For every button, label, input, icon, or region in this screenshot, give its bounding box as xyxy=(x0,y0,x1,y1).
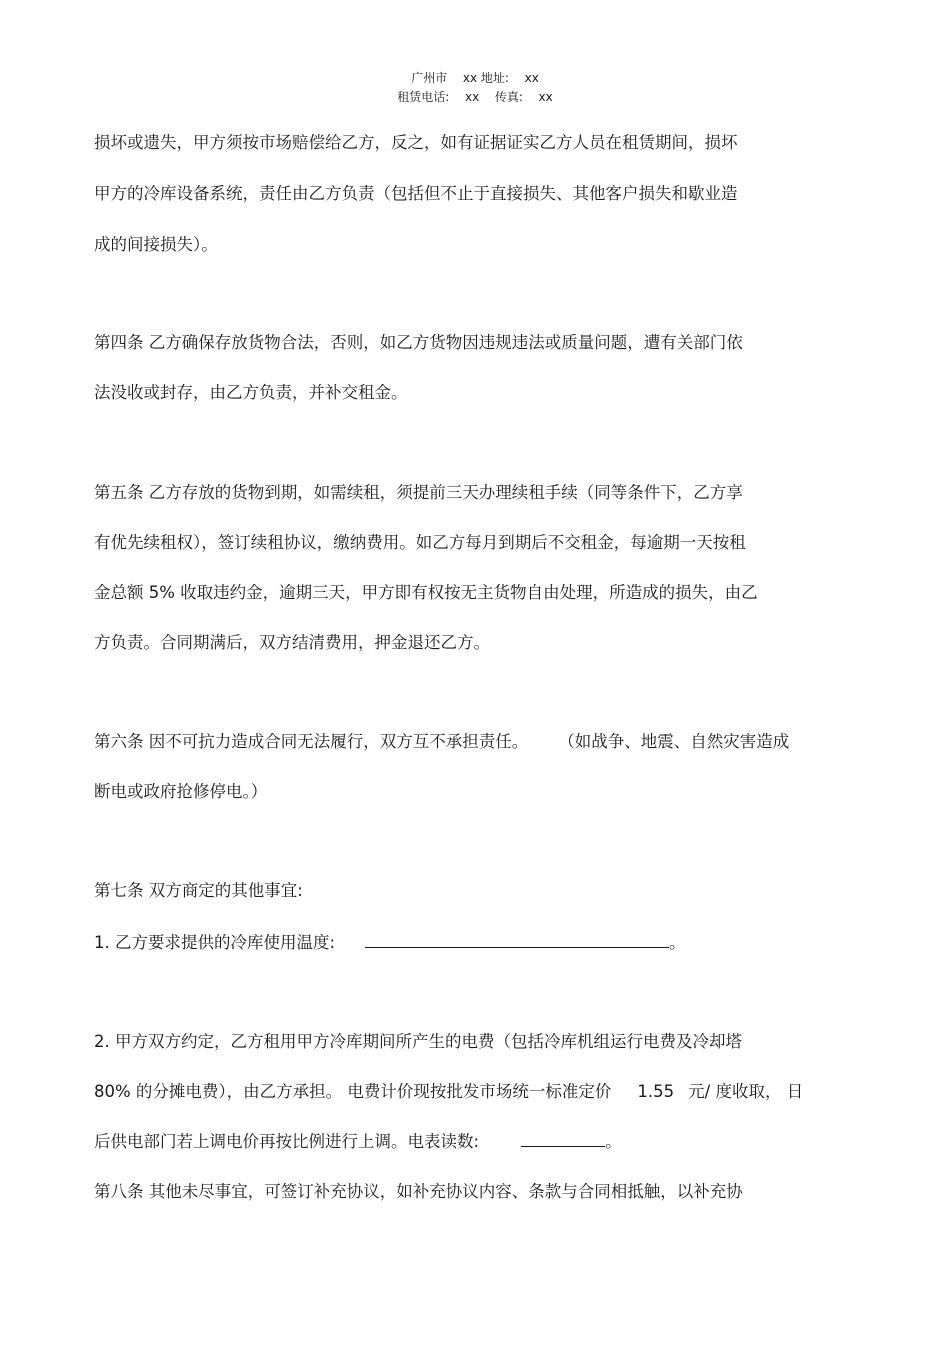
meter-reading-label: 后供电部门若上调电价再按比例进行上调。电表读数: xyxy=(94,1132,480,1151)
article-6-line xyxy=(94,731,789,753)
article-7-item-2-line xyxy=(94,1081,803,1103)
article-4-line: 法没收或封存，由乙方负责，并补交租金。 xyxy=(94,383,408,402)
paragraph-line: 成的间接损失）。 xyxy=(94,235,218,254)
article-5-line: 金总额 5% 收取违约金，逾期三天，甲方即有权按无主货物自由处理，所造成的损失，由乙 xyxy=(94,583,758,602)
fax-label: 传真: xyxy=(494,90,523,104)
fax-placeholder: xx xyxy=(538,90,553,104)
electricity-text: 80% 的分摊电费），由乙方承担。 电费计价现按批发市场统一标准定价 xyxy=(94,1082,612,1101)
rental-phone-label: 租赁电话: xyxy=(397,90,450,104)
article-5-line: 有优先续租权），签订续租协议，缴纳费用。如乙方每月到期后不交租金，每逾期一天按租 xyxy=(94,533,746,552)
article-7-item-2-line: 2. 甲方双方约定，乙方租用甲方冷库期间所产生的电费（包括冷库机组运行电费及冷却塔 xyxy=(94,1032,742,1051)
article-7-item-2-line xyxy=(94,1131,622,1153)
letterhead-line-2 xyxy=(0,89,950,105)
city-placeholder: xx xyxy=(462,71,478,85)
address-placeholder: xx xyxy=(524,71,539,85)
article-4-line: 第四条 乙方确保存放货物合法，否则，如乙方货物因违规违法或质量问题，遭有关部门依 xyxy=(94,333,743,352)
item-1-period: 。 xyxy=(669,933,686,952)
electricity-unit: 元/ 度收取， 日 xyxy=(688,1082,804,1101)
article-5-line: 第五条 乙方存放的货物到期，如需续租，须提前三天办理续租手续（同等条件下，乙方享 xyxy=(94,483,743,502)
paragraph-line: 甲方的冷库设备系统，责任由乙方负责（包括但不止于直接损失、其他客户损失和歇业造 xyxy=(94,184,738,203)
article-7-title: 第七条 双方商定的其他事宜: xyxy=(94,881,303,900)
item-2-period: 。 xyxy=(605,1132,622,1151)
article-8-line: 第八条 其他未尽事宜，可签订补充协议，如补充协议内容、条款与合同相抵触，以补充协 xyxy=(94,1182,743,1201)
article-6-line: 断电或政府抢修停电。） xyxy=(94,782,268,801)
city-text: 广州市 xyxy=(411,71,448,85)
paragraph-line: 损坏或遗失，甲方须按市场赔偿给乙方，反之，如有证据证实乙方人员在租赁期间，损坏 xyxy=(94,133,738,152)
electricity-price: 1.55 xyxy=(637,1082,675,1101)
letterhead-line-1 xyxy=(0,70,950,86)
temperature-label: 1. 乙方要求提供的冷库使用温度: xyxy=(94,933,336,952)
rental-phone-placeholder: xx xyxy=(464,90,480,104)
article-6-text: 第六条 因不可抗力造成合同无法履行，双方互不承担责任。 xyxy=(94,732,529,751)
address-label: 地址: xyxy=(480,71,509,85)
temperature-blank xyxy=(365,933,669,948)
article-6-note: （如战争、地震、自然灾害造成 xyxy=(558,732,790,751)
article-5-line: 方负责。合同期满后，双方结清费用，押金退还乙方。 xyxy=(94,633,490,652)
article-7-item-1 xyxy=(94,932,686,954)
meter-reading-blank xyxy=(521,1132,605,1147)
